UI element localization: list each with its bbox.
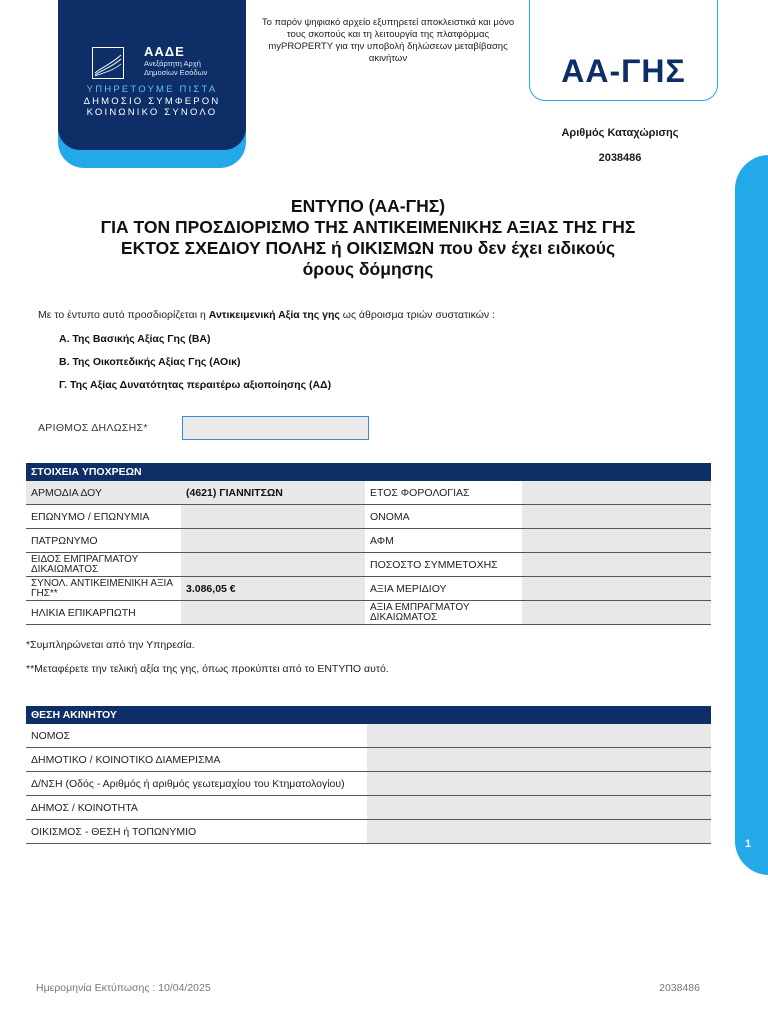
- logo-name: ΑΑΔΕ: [144, 44, 185, 59]
- page-side-tab: [735, 155, 768, 875]
- title-line-3: ΕΚΤΟΣ ΣΧΕΔΙΟΥ ΠΟΛΗΣ ή ΟΙΚΙΣΜΩΝ που δεν έχει ειδικούς: [120, 238, 616, 258]
- logo-motto-line-1: ΥΠΗΡΕΤΟΥΜΕ ΠΙΣΤΑ: [86, 84, 218, 95]
- declaration-number-label: ΑΡΙΘΜΟΣ ΔΗΛΩΣΗΣ*: [38, 422, 148, 434]
- table-row: [26, 577, 711, 601]
- page-number: 1: [745, 838, 752, 850]
- row-value: [522, 481, 711, 504]
- property-table-header: ΘΕΣΗ ΑΚΙΝΗΤΟΥ: [26, 706, 711, 724]
- table-row: [26, 820, 711, 844]
- print-date: Ημερομηνία Εκτύπωσης : 10/04/2025: [36, 982, 211, 994]
- table-row: [26, 772, 711, 796]
- component-c: Γ. Της Αξίας Δυνατότητας περαιτέρω αξιοποίησης (ΑΔ): [59, 379, 332, 391]
- row-label: ΗΛΙΚΙΑ ΕΠΙΚΑΡΠΩΤΗ: [31, 606, 136, 619]
- property-location-table: [26, 706, 711, 844]
- row-value: [367, 772, 711, 795]
- row-label: ΣΥΝΟΛ. ΑΝΤΙΚΕΙΜΕΝΙΚΗ ΑΞΙΑ ΓΗΣ**: [31, 577, 173, 599]
- table-row: [26, 505, 711, 529]
- row-value: [181, 553, 365, 576]
- row-label: ΕΠΩΝΥΜΟ / ΕΠΩΝΥΜΙΑ: [31, 510, 150, 523]
- row-label: ΔΗΜΟΤΙΚΟ / ΚΟΙΝΟΤΙΚΟ ΔΙΑΜΕΡΙΣΜΑ: [31, 753, 221, 766]
- row-value: [522, 529, 711, 552]
- footnote-2: **Μεταφέρετε την τελική αξία της γης, όπως προκύπτει από το ΕΝΤΥΠΟ αυτό.: [26, 663, 389, 675]
- row-value: [522, 553, 711, 576]
- document-title: [30, 196, 706, 280]
- table-row: [26, 724, 711, 748]
- form-code: ΑΑ-ΓΗΣ: [561, 53, 686, 89]
- row-value: [181, 601, 365, 624]
- row-label: ΑΞΙΑ ΜΕΡΙΔΙΟΥ: [370, 582, 447, 595]
- table-row: [26, 796, 711, 820]
- row-value: [367, 820, 711, 843]
- row-value: [181, 529, 365, 552]
- intro-text-after: ως άθροισμα τριών συστατικών :: [339, 309, 495, 321]
- table-row: [26, 748, 711, 772]
- component-b: Β. Της Οικοπεδικής Αξίας Γης (ΑΟικ): [59, 356, 241, 368]
- row-label: ΕΙΔΟΣ ΕΜΠΡΑΓΜΑΤΟΥ ΔΙΚΑΙΩΜΑΤΟΣ: [31, 553, 139, 575]
- row-value: [367, 796, 711, 819]
- title-line-2: ΓΙΑ ΤΟΝ ΠΡΟΣΔΙΟΡΙΣΜΟ ΤΗΣ ΑΝΤΙΚΕΙΜΕΝΙΚΗΣ ΑΞΙΑΣ ΤΗΣ ΓΗΣ: [100, 217, 636, 237]
- logo-motto-line-2: ΔΗΜΟΣΙΟ ΣΥΜΦΕΡΟΝ: [83, 96, 221, 107]
- registration-label: Αριθμός Καταχώρισης: [561, 127, 679, 139]
- logo-subtitle: Ανεξάρτητη Αρχή Δημοσίων Εσόδων: [144, 59, 208, 77]
- row-label: ΟΝΟΜΑ: [370, 510, 410, 523]
- declaration-number-field[interactable]: [182, 416, 369, 440]
- obligors-table: [26, 463, 711, 625]
- title-line-4: όρους δόμησης: [302, 259, 434, 279]
- row-value: [181, 505, 365, 528]
- row-value: (4621) ΓΙΑΝΝΙΤΣΩΝ: [181, 481, 365, 504]
- row-label: Δ/ΝΣΗ (Οδός - Αριθμός ή αριθμός γεωτεμαχίου του Κτηματολογίου): [31, 777, 345, 790]
- table-row: [26, 553, 711, 577]
- row-value: [367, 748, 711, 771]
- table-row: [26, 529, 711, 553]
- row-label: ΑΞΙΑ ΕΜΠΡΑΓΜΑΤΟΥ ΔΙΚΑΙΩΜΑΤΟΣ: [370, 601, 470, 623]
- aade-emblem-icon: [92, 47, 124, 79]
- row-label: ΑΦΜ: [370, 534, 394, 547]
- footnote-1: *Συμπληρώνεται από την Υπηρεσία.: [26, 639, 195, 651]
- row-label: ΟΙΚΙΣΜΟΣ - ΘΕΣΗ ή ΤΟΠΩΝΥΜΙΟ: [31, 825, 197, 838]
- row-label: ΔΗΜΟΣ / ΚΟΙΝΟΤΗΤΑ: [31, 801, 138, 814]
- row-value: [367, 724, 711, 747]
- intro-text-bold: Αντικειμενική Αξία της γης: [208, 309, 340, 321]
- table-row: [26, 481, 711, 505]
- row-value: 3.086,05 €: [181, 577, 365, 600]
- title-line-1: ΕΝΤΥΠΟ (ΑΑ-ΓΗΣ): [290, 196, 446, 216]
- row-value: [522, 601, 711, 624]
- row-label: ΝΟΜΟΣ: [31, 729, 71, 742]
- row-label: ΠΟΣΟΣΤΟ ΣΥΜΜΕΤΟΧΗΣ: [370, 558, 498, 571]
- table-row: [26, 601, 711, 625]
- row-label: ΑΡΜΟΔΙΑ ΔΟΥ: [26, 481, 181, 504]
- logo-motto-line-3: ΚΟΙΝΩΝΙΚΟ ΣΥΝΟΛΟ: [86, 107, 218, 118]
- row-value: [522, 577, 711, 600]
- component-a: Α. Της Βασικής Αξίας Γης (ΒΑ): [59, 333, 211, 345]
- row-label: ΕΤΟΣ ΦΟΡΟΛΟΓΙΑΣ: [370, 486, 470, 499]
- row-label: ΠΑΤΡΩΝΥΜΟ: [31, 534, 98, 547]
- row-value: [522, 505, 711, 528]
- intro-paragraph: [38, 309, 495, 321]
- footer-registration-number: 2038486: [659, 982, 700, 994]
- disclaimer-text: Το παρόν ψηφιακό αρχείο εξυπηρετεί αποκλειστικά και μόνο τους σκοπούς και τη λειτουργία της πλατφόρμας myPROPERTY για την υποβολή δηλώσεων μεταβίβασης ακινήτων: [261, 17, 515, 64]
- intro-text-before: Με το έντυπο αυτό προσδιορίζεται η: [38, 309, 209, 321]
- obligors-table-header: ΣΤΟΙΧΕΙΑ ΥΠΟΧΡΕΩΝ: [26, 463, 711, 481]
- registration-number: 2038486: [598, 152, 642, 164]
